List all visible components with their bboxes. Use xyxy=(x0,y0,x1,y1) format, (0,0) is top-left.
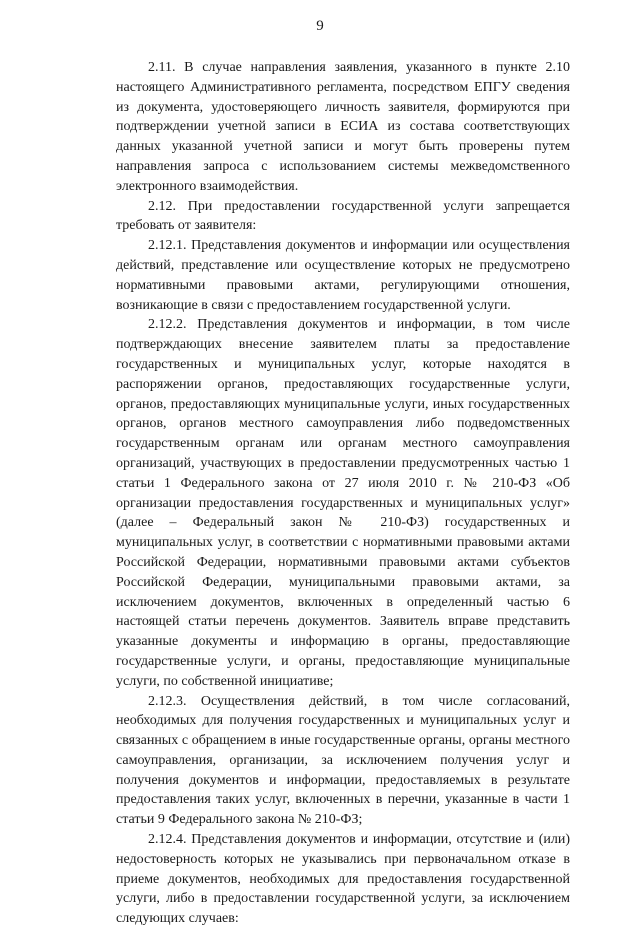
document-body xyxy=(116,58,570,929)
paragraph-2-12-2: 2.12.2. Представления документов и информации, в том числе подтверждающих внесение заявителем платы за предоставление государственных и муниципальных услуг, которые находятся в распоряжении органов, предоставляющих государственные услуги, органов, предоставляющих муниципальные услуги, иных государственных органов, органов местного самоуправления либо подведомственных государственным органам или органам местного самоуправления организаций, участвующих в предоставлении предусмотренных частью 1 статьи 1 Федерального закона от 27 июля 2010 г. № 210-ФЗ «Об организации предоставления государственных и муниципальных услуг» (далее – Федеральный закон № 210-ФЗ) государственных и муниципальных услуг, в соответствии с нормативными правовыми актами Российской Федерации, нормативными правовыми актами субъектов Российской Федерации, муниципальными правовыми актами, за исключением документов, включенных в определенный частью 6 настоящей статьи перечень документов. Заявитель вправе представить указанные документы и информацию в органы, предоставляющие государственные услуги, и органы, предоставляющие муниципальные услуги, по собственной инициативе; xyxy=(116,317,570,689)
paragraph-2-12-1: 2.12.1. Представления документов и информации или осуществления действий, представление или осуществление которых не предусмотрено нормативными правовыми актами, регулирующими отношения, возникающие в связи с предоставлением государственной услуги. xyxy=(116,238,570,313)
paragraph-2-11: 2.11. В случае направления заявления, указанного в пункте 2.10 настоящего Административного регламента, посредством ЕПГУ сведения из документа, удостоверяющего личность заявителя, формируются при подтверждении учетной записи в ЕСИА из состава соответствующих данных указанной учетной записи и могут быть проверены путем направления запроса с использованием системы межведомственного электронного взаимодействия. xyxy=(116,60,570,194)
page-number: 9 xyxy=(316,18,324,34)
paragraph-2-12-3: 2.12.3. Осуществления действий, в том числе согласований, необходимых для получения государственных и муниципальных услуг и связанных с обращением в иные государственные органы, органы местного самоуправления, организации, за исключением получения услуг и получения документов и информации, предоставляемых в результате предоставления таких услуг, включенных в перечни, указанные в части 1 статьи 9 Федерального закона № 210-ФЗ; xyxy=(116,693,570,828)
paragraph-2-12-4: 2.12.4. Представления документов и информации, отсутствие и (или) недостоверность которых не указывались при первоначальном отказе в приеме документов, необходимых для предоставления государственной услуги, либо в предоставлении государственной услуги, за исключением следующих случаев: xyxy=(116,832,570,927)
paragraph-2-12: 2.12. При предоставлении государственной услуги запрещается требовать от заявителя: xyxy=(116,198,570,234)
